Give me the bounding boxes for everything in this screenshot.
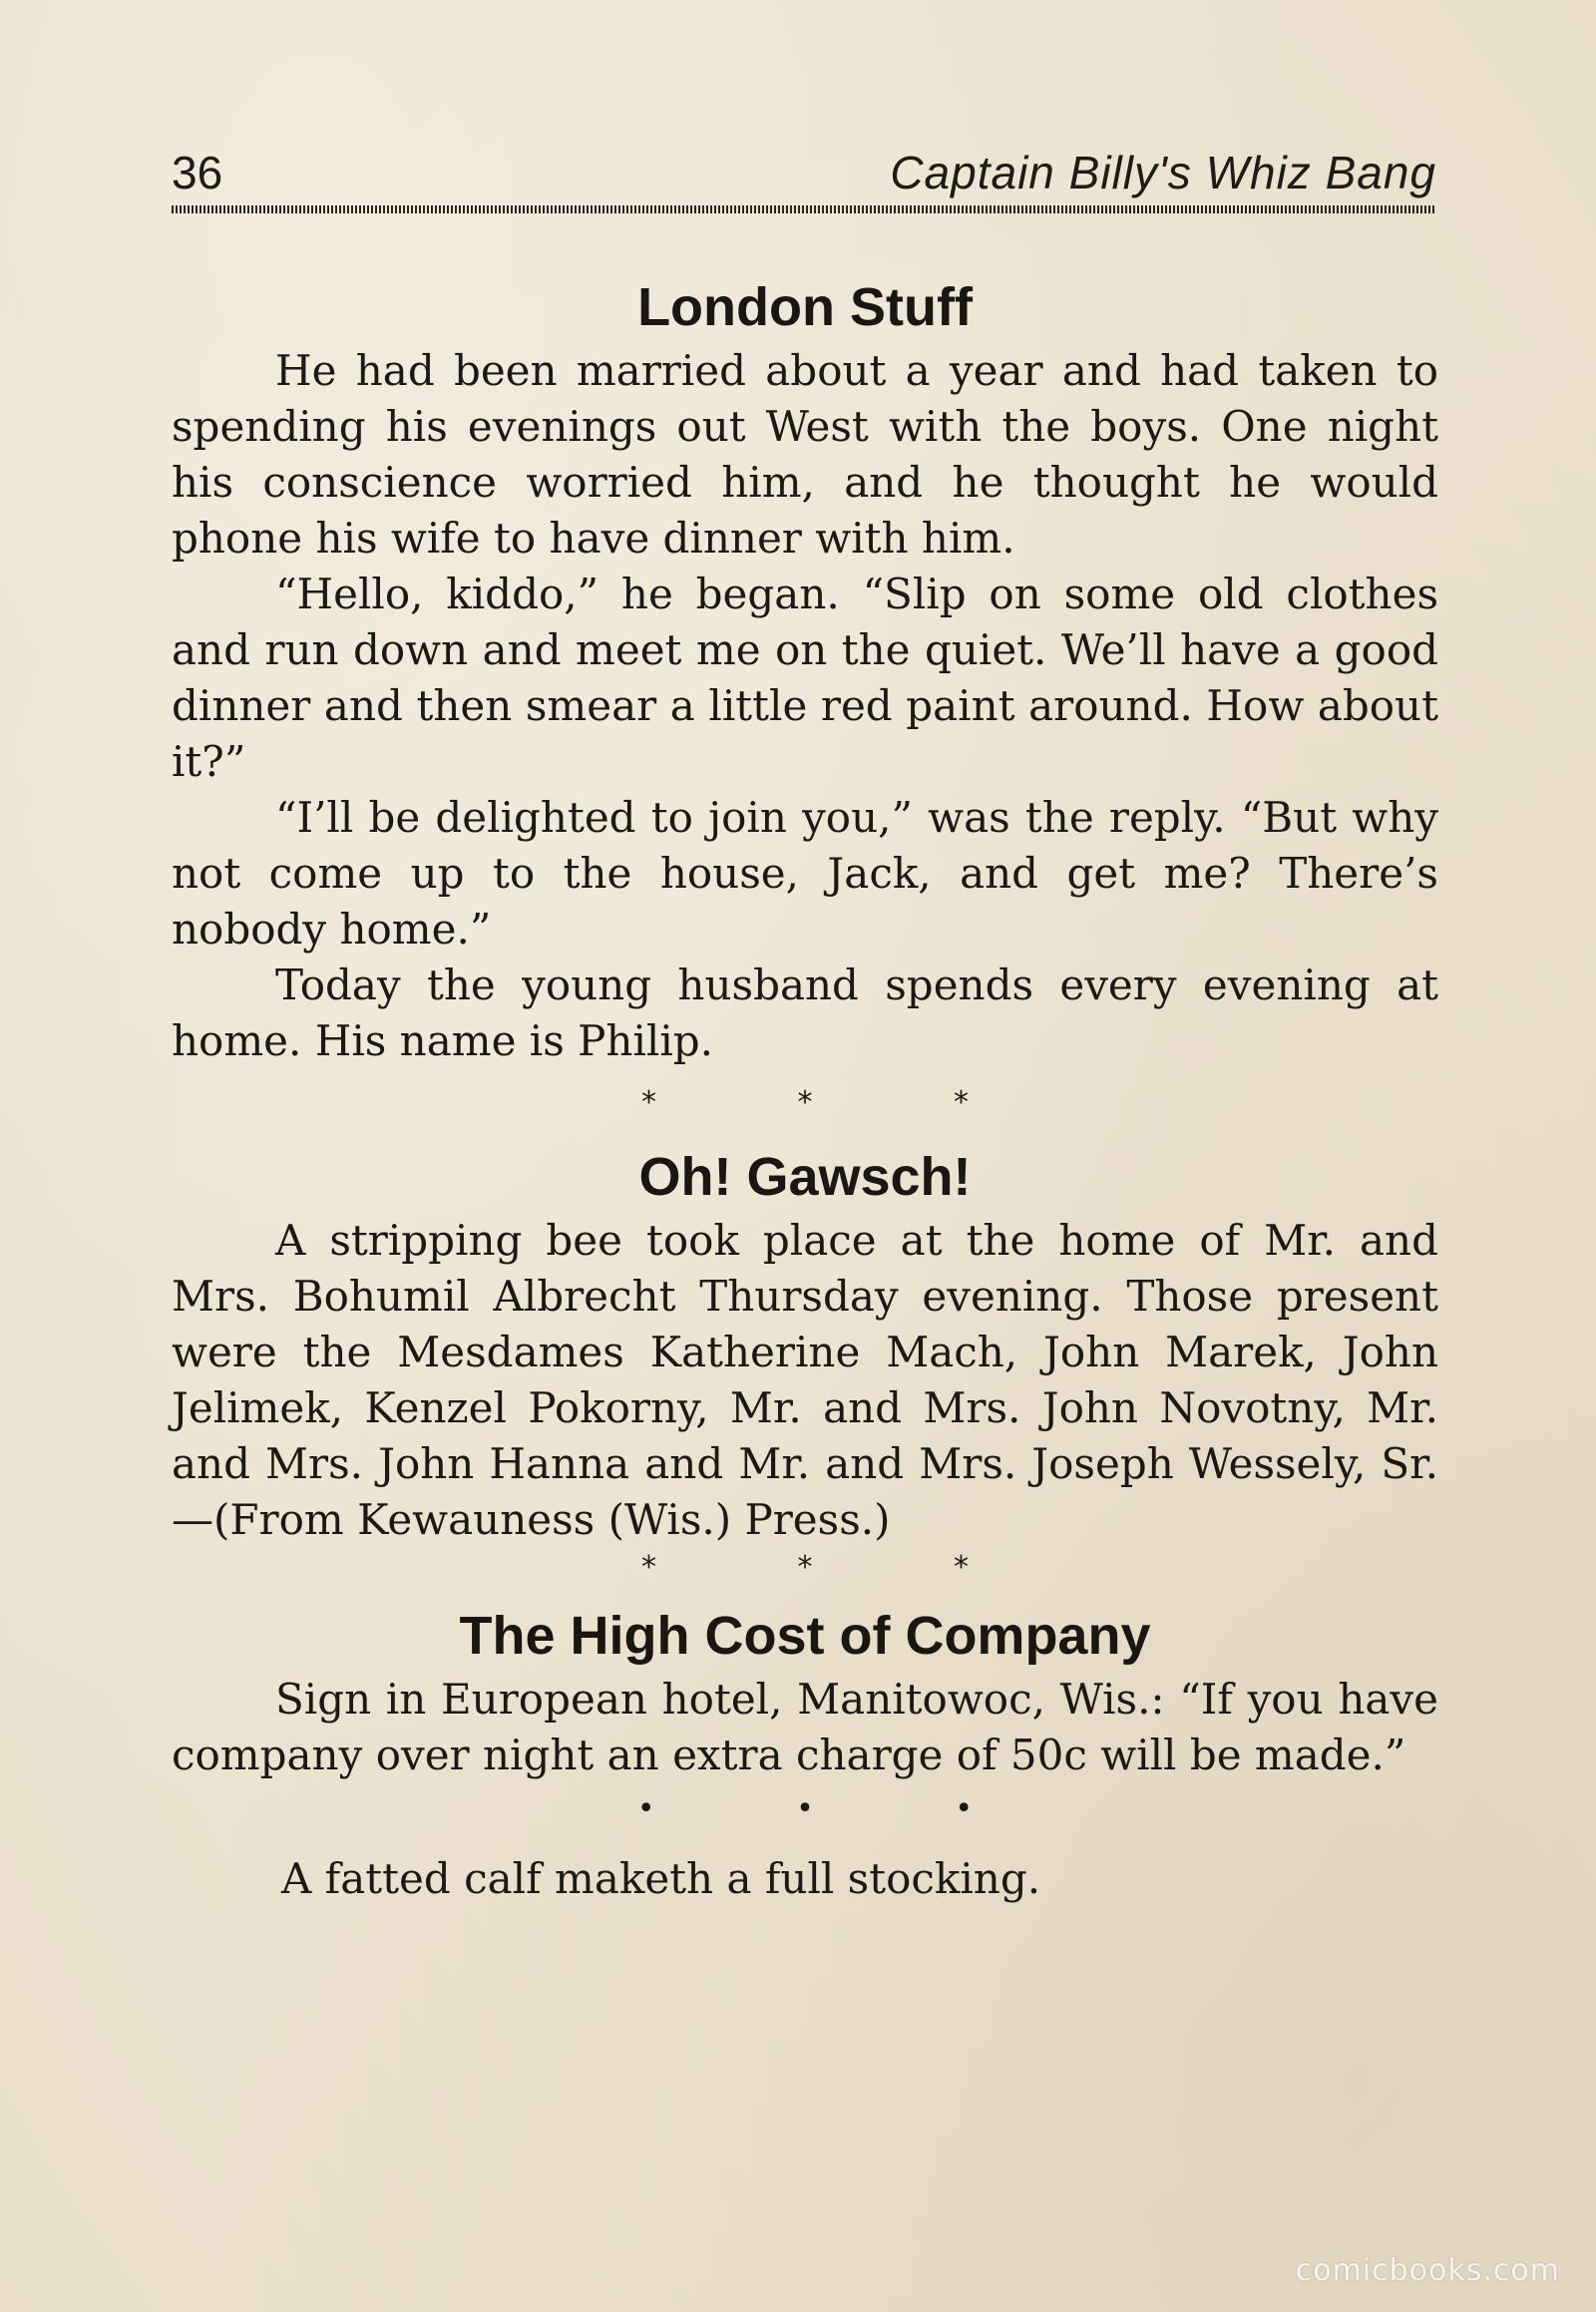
article-paragraph: A stripping bee took place at the home of Mr. and Mrs. Bohumil Albrecht Thursday evening. Those present were the Mesdames Katherine Mach, John Marek, John Jelimek, Kenzel Pokorny, Mr. and Mrs. John Novotny, Mr. and Mrs. John Hanna and Mr. and Mrs. Joseph Wessely, Sr.—(From Kewauness (Wis.) Press.) [172, 1216, 1438, 1544]
watermark: comicbooks.com [1295, 2253, 1560, 2288]
article-title: Oh! Gawsch! [638, 1147, 972, 1207]
article-title: London Stuff [637, 277, 973, 337]
closing-line: A fatted calf maketh a full stocking. [281, 1854, 1041, 1903]
article-london-stuff [172, 271, 1438, 1069]
article-paragraph: He had been married about a year and had taken to spending his evenings out West with the boys. One night his conscience worried him, and he thought he would phone his wife to have dinner with him. [172, 346, 1438, 563]
section-separator: * * * [640, 1550, 1035, 1585]
article-high-cost-of-company [172, 1600, 1438, 1783]
section-separator: • • • [636, 1791, 1039, 1826]
article-paragraph: “Hello, kiddo,” he began. “Slip on some old clothes and run down and meet me on the quiet. We’ll have a good dinner and then smear a little red paint around. How about it?” [172, 570, 1438, 786]
article-paragraph: “I’ll be delighted to join you,” was the reply. “But why not come up to the house, Jack, and get me? There’s nobody home.” [172, 793, 1438, 954]
article-paragraph: Today the young husband spends every evening at home. His name is Philip. [172, 961, 1438, 1065]
page-content [172, 271, 1438, 1907]
page-number: 36 [172, 147, 223, 198]
section-separator: * * * [640, 1085, 1035, 1120]
article-oh-gawsch [172, 1141, 1438, 1548]
header-rule [172, 205, 1436, 213]
article-paragraph: Sign in European hotel, Manitowoc, Wis.: “If you have company over night an extra charge of 50c will be made.” [172, 1675, 1438, 1779]
page-header [172, 140, 1436, 215]
article-title: The High Cost of Company [459, 1606, 1151, 1666]
running-title: Captain Billy's Whiz Bang [890, 147, 1436, 198]
